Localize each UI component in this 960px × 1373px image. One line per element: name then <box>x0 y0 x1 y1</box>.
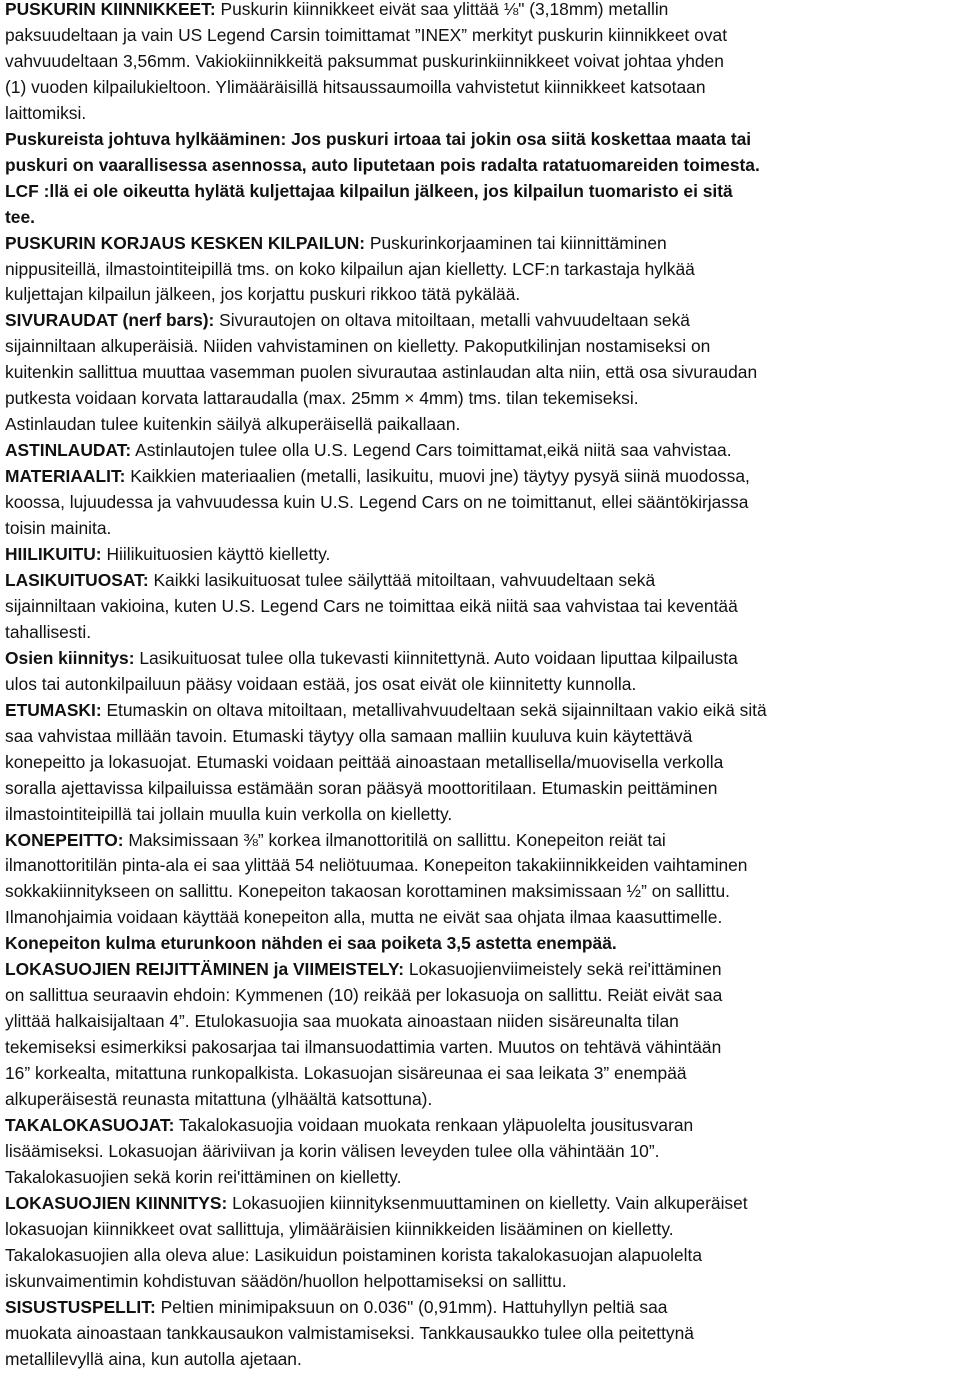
paragraph-line <box>5 1165 960 1191</box>
paragraph-text: Takalokasuojia voidaan muokata renkaan yläpuolelta jousitusvaran <box>174 1114 694 1135</box>
paragraph-line <box>5 983 960 1009</box>
paragraph-line <box>5 1035 960 1061</box>
paragraph-text: kuitenkin sallittua muuttaa vasemman puolen sivurautaa astinlaudan alta niin, että osa sivuraudan <box>5 362 758 383</box>
paragraph-line <box>5 412 960 438</box>
rule-paragraph <box>5 698 960 828</box>
paragraph-line <box>5 802 960 828</box>
paragraph-line <box>5 957 960 983</box>
rule-paragraph <box>5 828 960 932</box>
section-heading: SIVURAUDAT (nerf bars): <box>5 310 215 331</box>
paragraph-text: LCF :llä ei ole oikeutta hylätä kuljettajaa kilpailun jälkeen, jos kilpailun tuomaristo ei sitä <box>5 180 733 201</box>
paragraph-text: nippusiteillä, ilmastointiteipillä tms. on koko kilpailun ajan kielletty. LCF:n tarkastaja hylkää <box>5 258 695 279</box>
paragraph-text: putkesta voidaan korvata lattaraudalla (max. 25mm × 4mm) tms. tilan tekemiseksi. <box>5 388 639 409</box>
paragraph-line <box>5 75 960 101</box>
paragraph-text: paksuudeltaan ja vain US Legend Carsin toimittamat ”INEX” merkityt puskurin kiinnikkeet ovat <box>5 24 728 45</box>
rule-paragraph <box>5 542 960 568</box>
paragraph-line <box>5 49 960 75</box>
paragraph-line <box>5 698 960 724</box>
rule-paragraph <box>5 931 960 957</box>
paragraph-text: kuljettajan kilpailun jälkeen, jos korjattu puskuri rikkoo tätä pykälää. <box>5 284 521 305</box>
paragraph-text: Konepeiton kulma eturunkoon nähden ei saa poiketa 3,5 astetta enempää. <box>5 933 617 954</box>
section-heading: MATERIAALIT: <box>5 466 126 487</box>
paragraph-text: Astinlautojen tulee olla U.S. Legend Cars toimittamat,eikä niitä saa vahvistaa. <box>131 440 732 461</box>
section-heading: KONEPEITTO: <box>5 829 124 850</box>
rule-paragraph <box>5 568 960 646</box>
paragraph-line <box>5 282 960 308</box>
paragraph-text: konepeitto ja lokasuojat. Etumaski voidaan peittää ainoastaan metallisella/muovisella verkolla <box>5 751 724 772</box>
rule-paragraph <box>5 0 960 127</box>
paragraph-text: Takalokasuojien alla oleva alue: Lasikuidun poistaminen korista takalokasuojan alapuolelta <box>5 1244 703 1265</box>
paragraph-text: saa vahvistaa millään tavoin. Etumaski täytyy olla samaan malliin kuuluva kuin käytettävä <box>5 725 693 746</box>
rule-paragraph <box>5 127 960 231</box>
section-heading: TAKALOKASUOJAT: <box>5 1114 175 1135</box>
paragraph-text: sijainniltaan alkuperäisiä. Niiden vahvistaminen on kielletty. Pakoputkilinjan nostamiseksi on <box>5 336 711 357</box>
paragraph-line <box>5 1243 960 1269</box>
paragraph-text: Ilmanohjaimia voidaan käyttää konepeiton alla, mutta ne eivät saa ohjata ilmaa kaasuttimelle. <box>5 907 723 928</box>
paragraph-text: Puskurinkorjaaminen tai kiinnittäminen <box>365 232 667 253</box>
paragraph-text: lokasuojan kiinnikkeet ovat sallittuja, ylimääräisien kiinnikkeiden lisääminen on kielletty. <box>5 1218 674 1239</box>
paragraph-text: laittomiksi. <box>5 102 87 123</box>
paragraph-text: (1) vuoden kilpailukieltoon. Ylimääräisillä hitsaussaumoilla vahvistetut kiinnikkeet katsotaan <box>5 76 706 97</box>
paragraph-text: sokkakiinnitykseen on sallittu. Konepeiton takaosan korottaminen maksimissaan ½” on sallittu. <box>5 881 730 902</box>
paragraph-text: ylittää halkaisijaltaan 4”. Etulokasuojia saa muokata ainoastaan niiden sisäreunalta tilan <box>5 1011 679 1032</box>
rule-paragraph <box>5 308 960 438</box>
paragraph-text: alkuperäisestä reunasta mitattuna (ylhäältä katsottuna). <box>5 1089 433 1110</box>
paragraph-line <box>5 516 960 542</box>
paragraph-line <box>5 1269 960 1295</box>
paragraph-text: soralla ajettavissa kilpailuissa estämään soran pääsyä moottoritilaan. Etumaskin peittäminen <box>5 777 718 798</box>
paragraph-text: sijainniltaan vakioina, kuten U.S. Legend Cars ne toimittaa eikä niitä saa vahvistaa tai keventää <box>5 595 738 616</box>
paragraph-line <box>5 594 960 620</box>
paragraph-text: Lokasuojienviimeistely sekä rei'ittäminen <box>404 959 722 980</box>
paragraph-line <box>5 1113 960 1139</box>
paragraph-text: tee. <box>5 206 35 227</box>
paragraph-line <box>5 646 960 672</box>
rule-paragraph <box>5 464 960 542</box>
paragraph-text: Maksimissaan ⅜” korkea ilmanottoritilä on sallittu. Konepeiton reiät tai <box>123 829 666 850</box>
paragraph-text: tekemiseksi esimerkiksi pakosarjaa tai ilmansuodattimia varten. Muutos on tehtävä vähintään <box>5 1037 722 1058</box>
paragraph-text: Etumaskin on oltava mitoiltaan, metallivahvuudeltaan sekä sijainniltaan vakio eikä sitä <box>101 699 767 720</box>
paragraph-text: Puskureista johtuva hylkääminen: Jos puskuri irtoaa tai jokin osa siitä koskettaa maata tai <box>5 128 752 149</box>
paragraph-text: metallilevyllä aina, kun autolla ajetaan. <box>5 1348 302 1369</box>
paragraph-text: toisin mainita. <box>5 518 112 539</box>
rule-paragraph <box>5 1113 960 1191</box>
section-heading: LOKASUOJIEN REIJITTÄMINEN ja VIIMEISTELY: <box>5 959 405 980</box>
paragraph-line <box>5 0 960 23</box>
paragraph-text: Sivurautojen on oltava mitoiltaan, metalli vahvuudeltaan sekä <box>214 310 690 331</box>
paragraph-text: muokata ainoastaan tankkausaukon valmistamiseksi. Tankkausaukko tulee olla peitettynä <box>5 1322 694 1343</box>
paragraph-text: Kaikkien materiaalien (metalli, lasikuitu, muovi jne) täytyy pysyä siinä muodossa, <box>125 466 750 487</box>
paragraph-line <box>5 464 960 490</box>
paragraph-text: on sallittua seuraavin ehdoin: Kymmenen (10) reikää per lokasuoja on sallittu. Reiät eivät saa <box>5 985 723 1006</box>
paragraph-text: Astinlaudan tulee kuitenkin säilyä alkuperäisellä paikallaan. <box>5 414 461 435</box>
paragraph-text: Hiilikuituosien käyttö kielletty. <box>101 544 331 565</box>
paragraph-line <box>5 257 960 283</box>
paragraph-line <box>5 308 960 334</box>
paragraph-text: iskunvaimentimin kohdistuvan säädön/huollon helpottamiseksi on sallittu. <box>5 1270 567 1291</box>
paragraph-line <box>5 1321 960 1347</box>
paragraph-line <box>5 568 960 594</box>
paragraph-line <box>5 1087 960 1113</box>
paragraph-text: ulos tai autonkilpailuun pääsy voidaan estää, jos osat eivät ole kiinnitetty kunnolla. <box>5 673 637 694</box>
paragraph-text: Kaikki lasikuituosat tulee säilyttää mitoiltaan, vahvuudeltaan sekä <box>148 569 656 590</box>
paragraph-line <box>5 828 960 854</box>
rule-paragraph <box>5 646 960 698</box>
paragraph-text: Lokasuojien kiinnityksenmuuttaminen on kielletty. Vain alkuperäiset <box>227 1192 748 1213</box>
paragraph-line <box>5 205 960 231</box>
paragraph-line <box>5 620 960 646</box>
paragraph-text: tahallisesti. <box>5 621 92 642</box>
paragraph-line <box>5 542 960 568</box>
section-heading: PUSKURIN KIINNIKKEET: <box>5 0 216 19</box>
paragraph-line <box>5 853 960 879</box>
paragraph-text: Takalokasuojien sekä korin rei'ittäminen on kielletty. <box>5 1166 402 1187</box>
paragraph-line <box>5 905 960 931</box>
rule-paragraph <box>5 1295 960 1373</box>
paragraph-line <box>5 1009 960 1035</box>
paragraph-text: Peltien minimipaksuun on 0.036" (0,91mm). Hattuhyllyn peltiä saa <box>155 1296 668 1317</box>
paragraph-line <box>5 179 960 205</box>
paragraph-line <box>5 672 960 698</box>
paragraph-line <box>5 776 960 802</box>
paragraph-text: ilmastointiteipillä tai jollain muulla kuin verkolla on kielletty. <box>5 803 453 824</box>
paragraph-text: Puskurin kiinnikkeet eivät saa ylittää ⅛" (3,18mm) metallin <box>215 0 669 19</box>
paragraph-line <box>5 1217 960 1243</box>
paragraph-text: vahvuudeltaan 3,56mm. Vakiokiinnikkeitä paksummat puskurinkiinnikkeet voivat johtaa yhden <box>5 50 724 71</box>
paragraph-text: puskuri on vaarallisessa asennossa, auto liputetaan pois radalta ratatuomareiden toimesta. <box>5 154 760 175</box>
section-heading: SISUSTUSPELLIT: <box>5 1296 156 1317</box>
paragraph-line <box>5 334 960 360</box>
paragraph-line <box>5 1295 960 1321</box>
paragraph-line <box>5 750 960 776</box>
paragraph-line <box>5 127 960 153</box>
section-heading: LASIKUITUOSAT: <box>5 569 149 590</box>
paragraph-line <box>5 490 960 516</box>
section-heading: PUSKURIN KORJAUS KESKEN KILPAILUN: <box>5 232 366 253</box>
rule-paragraph <box>5 438 960 464</box>
paragraph-line <box>5 360 960 386</box>
paragraph-line <box>5 1191 960 1217</box>
paragraph-line <box>5 23 960 49</box>
paragraph-text: lisäämiseksi. Lokasuojan ääriviivan ja korin välisen leveyden tulee olla vähintään 10”. <box>5 1140 660 1161</box>
paragraph-line <box>5 931 960 957</box>
section-heading: Osien kiinnitys: <box>5 647 135 668</box>
section-heading: ETUMASKI: <box>5 699 102 720</box>
section-heading: HIILIKUITU: <box>5 544 102 565</box>
paragraph-text: ilmanottoritilän pinta-ala ei saa ylittää 54 neliötuumaa. Konepeiton takakiinnikkeiden vaihtaminen <box>5 855 748 876</box>
paragraph-text: Lasikuituosat tulee olla tukevasti kiinnitettynä. Auto voidaan liputtaa kilpailusta <box>134 647 738 668</box>
paragraph-line <box>5 153 960 179</box>
rule-paragraph <box>5 231 960 309</box>
rule-paragraph <box>5 1191 960 1295</box>
paragraph-text: 16” korkealta, mitattuna runkopalkista. Lokasuojan sisäreunaa ei saa leikata 3” enempää <box>5 1063 687 1084</box>
paragraph-line <box>5 438 960 464</box>
rule-paragraph <box>5 957 960 1113</box>
paragraph-line <box>5 1347 960 1373</box>
paragraph-line <box>5 231 960 257</box>
paragraph-line <box>5 1139 960 1165</box>
section-heading: LOKASUOJIEN KIINNITYS: <box>5 1192 228 1213</box>
document-body <box>5 0 960 1373</box>
paragraph-line <box>5 879 960 905</box>
paragraph-line <box>5 386 960 412</box>
paragraph-text: koossa, lujuudessa ja vahvuudessa kuin U.S. Legend Cars on ne toimittanut, ellei sääntökirjassa <box>5 492 749 513</box>
section-heading: ASTINLAUDAT: <box>5 440 132 461</box>
paragraph-line <box>5 101 960 127</box>
paragraph-line <box>5 1061 960 1087</box>
paragraph-line <box>5 724 960 750</box>
